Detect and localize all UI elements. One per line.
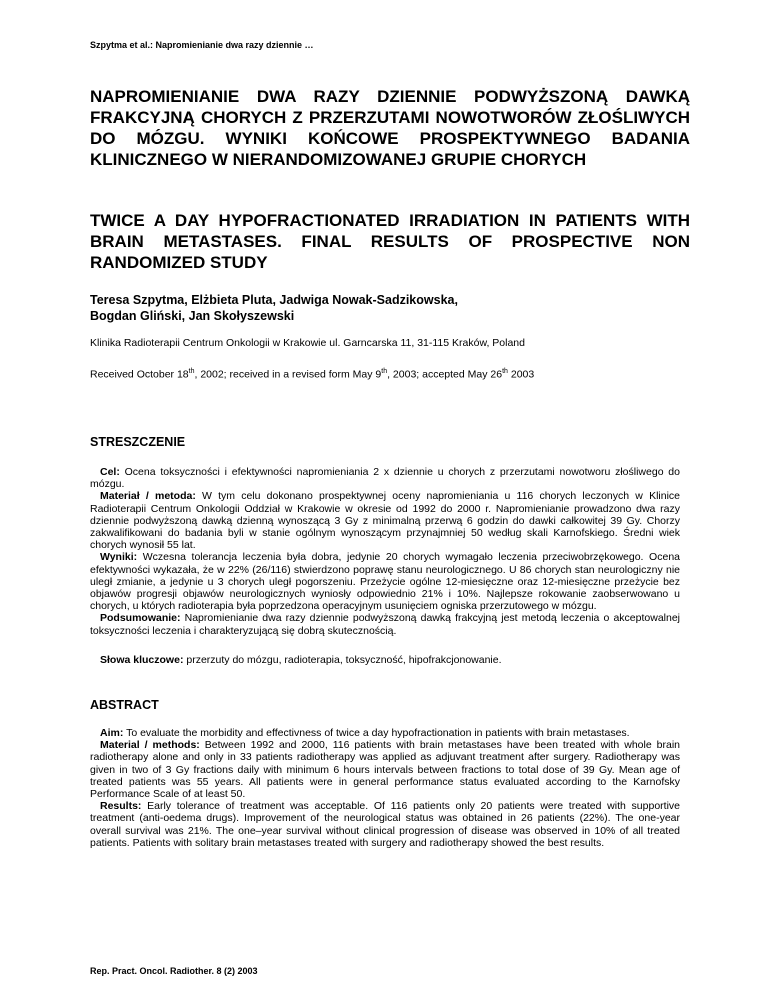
podsumowanie-text: Napromienianie dwa razy dziennie podwyższoną dawką frakcyjną jest metodą leczenia o akceptowalnej toksyczności leczenia i charakteryzującą się dobrą skutecznością. xyxy=(90,612,680,637)
affiliation: Klinika Radioterapii Centrum Onkologii w Krakowie ul. Garncarska 11, 31-115 Kraków, Poland xyxy=(90,337,525,349)
methods-text: Between 1992 and 2000, 116 patients with brain metastases have been treated with whole brain radiotherapy alone and only in 33 patients radiotherapy was applied as adjuvant treatment after surgery. Radiotherapy was given in two of 3 Gy fractions daily with minimum 6 hours intervals between fractions to total dose of 39 Gy. Mean age of treated patients was 55 years. All patients were in general performance status evaluated according to the Karnofsky Performance Scale of at least 50. xyxy=(90,739,680,801)
authors-line-2: Bogdan Gliński, Jan Skołyszewski xyxy=(90,309,295,323)
received-sup-2: th xyxy=(381,368,388,375)
received-sup-3: th xyxy=(502,368,508,375)
abstract-results xyxy=(90,800,680,849)
material-label: Materiał / metoda: xyxy=(100,490,196,503)
keywords-text: przerzuty do mózgu, radioterapia, toksyczność, hipofrakcjonowanie. xyxy=(183,654,502,666)
title-english: TWICE A DAY HYPOFRACTIONATED IRRADIATION IN PATIENTS WITH BRAIN METASTASES. FINAL RESULTS OF PROSPECTIVE NON RANDOMIZED STUDY xyxy=(90,211,690,272)
title-polish: NAPROMIENIANIE DWA RAZY DZIENNIE PODWYŻSZONĄ DAWKĄ FRAKCYJNĄ CHORYCH Z PRZERZUTAMI NOWOTWORÓW ZŁOŚLIWYCH DO MÓZGU. WYNIKI KOŃCOWE PROSPEKTYWNEGO BADANIA KLINICZNEGO W NIERANDOMIZOWANEJ GRUPIE CHORYCH xyxy=(90,87,690,169)
streszczenie-material xyxy=(90,490,680,551)
abstract-aim xyxy=(90,727,680,739)
received-text-4: 2003 xyxy=(507,368,535,381)
wyniki-label: Wyniki: xyxy=(100,551,138,564)
aim-label: Aim: xyxy=(100,727,124,739)
results-label: Results: xyxy=(100,800,142,813)
abstract-body xyxy=(90,727,680,849)
journal-footer: Rep. Pract. Oncol. Radiother. 8 (2) 2003 xyxy=(90,966,258,976)
running-head: Szpytma et al.: Napromienianie dwa razy dziennie … xyxy=(90,40,314,50)
results-text: Early tolerance of treatment was acceptable. Of 116 patients only 20 patients were treated with supportive treatment (anti-oedema drugs). Improvement of the neurological status was obtained in 26 patients (22%). The one-year overall survival was 21%. The one–year survival without clinical progression of disease was observed in 10% of all treated patients. Patients with solitary brain metastases treated with surgery and radiotherapy showed the best results. xyxy=(90,800,680,849)
authors-line-1: Teresa Szpytma, Elżbieta Pluta, Jadwiga Nowak-Sadzikowska, xyxy=(90,293,458,307)
streszczenie-podsumowanie xyxy=(90,612,680,636)
authors xyxy=(90,292,690,324)
received-sup-1: th xyxy=(188,368,195,375)
received-dates xyxy=(90,368,534,381)
cel-label: Cel: xyxy=(100,466,120,478)
received-text-1: Received October 18 xyxy=(90,368,189,381)
abstract-heading: ABSTRACT xyxy=(90,698,159,712)
keywords xyxy=(100,654,502,666)
streszczenie-wyniki xyxy=(90,551,680,612)
podsumowanie-label: Podsumowanie: xyxy=(100,612,181,625)
keywords-label: Słowa kluczowe: xyxy=(100,654,184,666)
streszczenie-body xyxy=(90,466,680,637)
aim-text: To evaluate the morbidity and effectivness of twice a day hypofractionation in patients with brain metastases. xyxy=(123,727,630,739)
abstract-methods xyxy=(90,739,680,800)
methods-label: Material / methods: xyxy=(100,739,200,752)
streszczenie-cel xyxy=(90,466,680,490)
material-text: W tym celu dokonano prospektywnej oceny napromieniania u 116 chorych leczonych w Klinice Radioterapii Centrum Onkologii Oddział w Krakowie w okresie od 1992 do 2000 r. Napromienianie prowadzono dwa razy dziennie podwyższoną dawką dzienną wynoszącą 3 Gy z minimalną przerwą 6 godzin do dawki całkowitej 39 Gy. Chorzy zakwalifikowani do badania byli w stanie ogólnym wynoszącym przynajmniej 50 według skali Karnofskiego. Średni wiek chorych wynosił 55 lat. xyxy=(90,490,680,552)
wyniki-text: Wczesna tolerancja leczenia była dobra, jedynie 20 chorych wymagało leczenia przeciwobrzękowego. Ocena efektywności wykazała, że w 22% (26/116) stwierdzono poprawę stanu neurologicznego. U 86 chorych stan neurologiczny nie uległ zmianie, a jedynie u 3 chorych uległ pogorszeniu. Przeżycie ogólne 12-miesięczne oraz 12-miesięczne przeżycie bez objawów progresji objawów neurologicznych wyniosły odpowiednio 21% i 10%. Najlepsze rokowanie zaobserwowano u chorych, u których radioterapia była poprzedzona operacyjnym usunięciem ogniska przerzutowego w mózgu. xyxy=(90,551,680,613)
cel-text: Ocena toksyczności i efektywności napromieniania 2 x dziennie u chorych z przerzutami nowotworu złośliwego do mózgu. xyxy=(90,466,680,491)
received-text-2: , 2002; received in a revised form May 9 xyxy=(194,368,382,381)
streszczenie-heading: STRESZCZENIE xyxy=(90,435,186,449)
received-text-3: , 2003; accepted May 26 xyxy=(387,368,503,381)
